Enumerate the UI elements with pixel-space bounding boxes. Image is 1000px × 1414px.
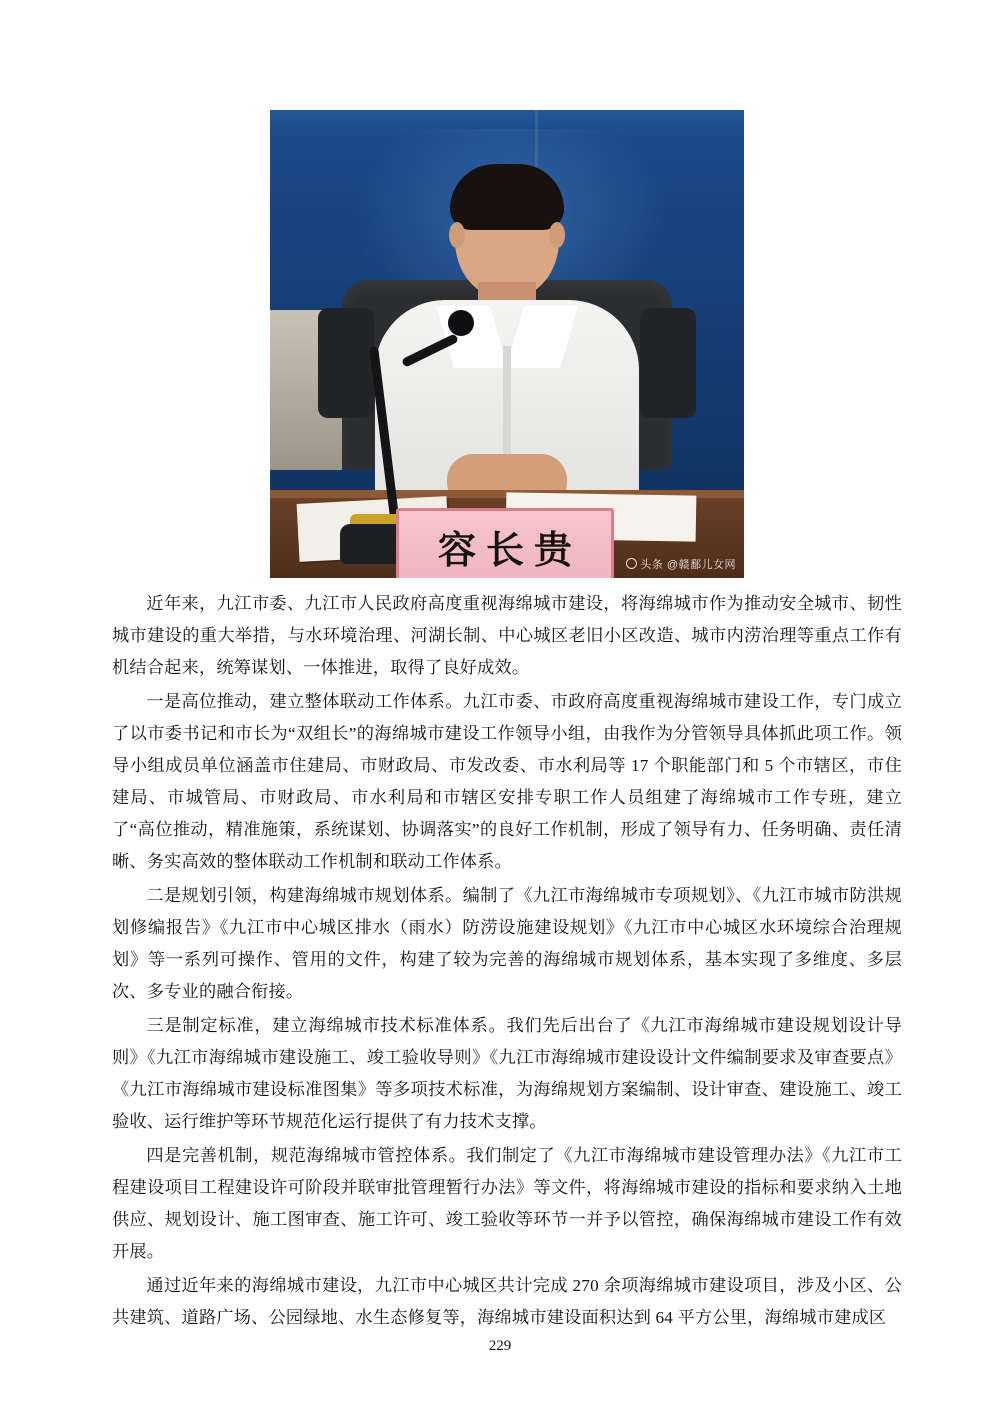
- meeting-photo: [270, 110, 744, 578]
- person-ear-right: [549, 222, 565, 248]
- circle-avatar-icon: [626, 558, 637, 569]
- chair-armrest-right: [640, 308, 696, 418]
- paragraph: 二是规划引领，构建海绵城市规划体系。编制了《九江市海绵城市专项规划》、《九江市城市防洪规划修编报告》《九江市中心城区排水（雨水）防涝设施建设规划》《九江市中心城区水环境综合治理规划》等一系列可操作、管用的文件，构建了较为完善的海绵城市规划体系，基本实现了多维度、多层次、多专业的融合衔接。: [112, 886, 902, 1001]
- paragraph: 通过近年来的海绵城市建设，九江市中心城区共计完成 270 余项海绵城市建设项目，涉及小区、公共建筑、道路广场、公园绿地、水生态修复等，海绵城市建设面积达到 64 平方公里，海绵城市建成区: [112, 1276, 902, 1327]
- person-hair: [450, 164, 564, 230]
- paragraph: 近年来，九江市委、九江市人民政府高度重视海绵城市建设，将海绵城市作为推动安全城市、韧性城市建设的重大举措，与水环境治理、河湖长制、中心城区老旧小区改造、城市内涝治理等重点工作有机结合起来，统筹谋划、一体推进，取得了良好成效。: [112, 594, 902, 677]
- article-body: [112, 588, 902, 1334]
- page-content: [112, 110, 902, 1336]
- name-plate-text: 容长贵: [437, 526, 582, 572]
- page-number: 229: [488, 1338, 512, 1354]
- paragraph: 四是完善机制，规范海绵城市管控体系。我们制定了《九江市海绵城市建设管理办法》《九江市工程建设项目工程建设许可阶段并联审批管理暂行办法》等文件，将海绵城市建设的指标和要求纳入土地供应、规划设计、施工图审查、施工许可、竣工验收等环节一并予以管控，确保海绵城市建设工作有效开展。: [112, 1146, 902, 1261]
- photo-watermark: [626, 556, 736, 572]
- photo-figure: [270, 110, 744, 578]
- person-ear-left: [449, 222, 465, 248]
- microphone-head: [448, 310, 474, 336]
- paragraph: 三是制定标准，建立海绵城市技术标准体系。我们先后出台了《九江市海绵城市建设规划设计导则》《九江市海绵城市建设施工、竣工验收导则》《九江市海绵城市建设设计文件编制要求及审查要点》《九江市海绵城市建设标准图集》等多项技术标准，为海绵规划方案编制、设计审查、建设施工、竣工验收、运行维护等环节规范化运行提供了有力技术支撑。: [112, 1016, 902, 1131]
- name-plate: [396, 508, 614, 578]
- watermark-text: 头条 @赣鄱儿女网: [640, 559, 736, 571]
- paragraph: 一是高位推动，建立整体联动工作体系。九江市委、市政府高度重视海绵城市建设工作，专门成立了以市委书记和市长为“双组长”的海绵城市建设工作领导小组，由我作为分管领导具体抓此项工作。领导小组成员单位涵盖市住建局、市财政局、市发改委、市水利局等 17 个职能部门和 5 个市辖区，市住建局、市城管局、市财政局、市水利局和市辖区安排专职工作人员组建了海绵城市工作专班，建立了“高位推动，精准施策，系统谋划、协调落实”的良好工作机制，形成了领导有力、任务明确、责任清晰、务实高效的整体联动工作机制和联动工作体系。: [112, 692, 902, 871]
- chair-armrest-left: [318, 308, 374, 418]
